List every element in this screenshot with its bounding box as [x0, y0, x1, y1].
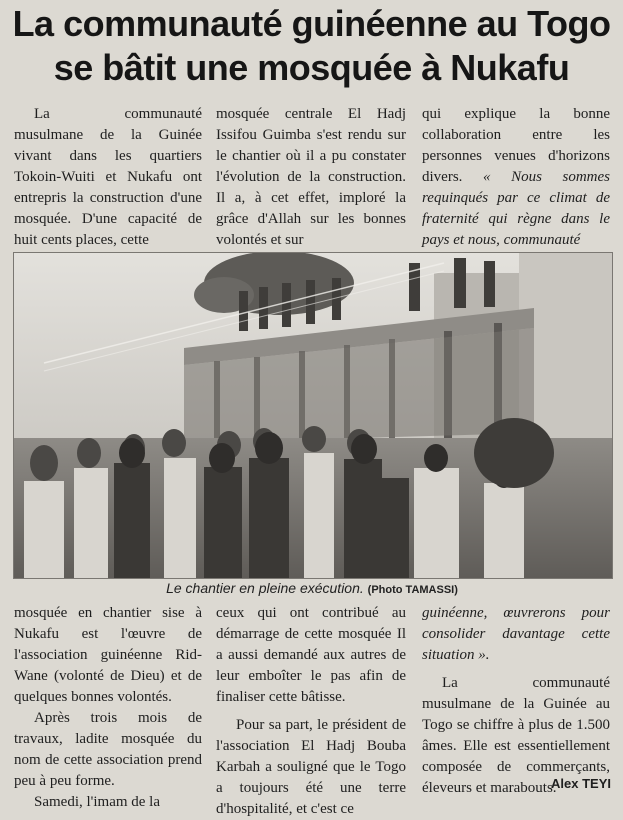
column-1-bottom: [14, 603, 202, 813]
construction-photo: [13, 252, 613, 579]
col3-top-quote: « Nous sommes requinqués par ce climat de fraternité qui règne dans le pays et nous, communauté: [422, 169, 610, 248]
column-2-bottom: [216, 603, 406, 820]
construction-photo-image: [14, 253, 612, 578]
col3-bottom-quote: guinéenne, œuvrerons pour consolider davantage cette situation ».: [422, 605, 610, 663]
photo-credit: (Photo TAMASSI): [367, 584, 458, 596]
column-1-top: [14, 104, 202, 251]
caption-text: Le chantier en pleine exécution.: [166, 580, 364, 596]
col3-top-plain: qui explique la bonne collaboration entre les personnes venues d'horizons divers.: [422, 106, 610, 185]
headline-line-2: se bâtit une mosquée à Nukafu: [53, 47, 570, 88]
col3-bottom-p2: La communauté musulmane de la Guinée au Togo se chiffre à plus de 1.500 âmes. Elle est essentiellement composée de commerçants, éleveurs et marabouts.: [422, 675, 610, 796]
col3-top-text: [422, 104, 610, 251]
author-signature: Alex TEYI: [551, 776, 611, 791]
photo-caption: [13, 580, 611, 596]
column-3-bottom: [422, 603, 610, 799]
col2-bottom-p1: ceux qui ont contribué au démarrage de cette mosquée Il a aussi demandé aux autres de leur emboîter le pas afin de finaliser cette bâtisse.: [216, 605, 406, 705]
col2-top-text: mosquée centrale El Hadj Issifou Guimba s'est rendu sur le chantier où il a pu constater l'évolution de la construction. Il a, à cet effet, imploré la grâce d'Allah sur les bonnes volontés et sur: [216, 106, 406, 248]
column-2-top: [216, 104, 406, 251]
headline-line-1: La communauté guinéenne au Togo: [12, 3, 611, 44]
col1-bottom-p1: mosquée en chantier sise à Nukafu est l'œuvre de l'association guinéenne Rid-Wane (volonté de Dieu) et de quelques bonnes volontés.: [14, 605, 202, 705]
column-3-top: [422, 104, 610, 251]
col1-bottom-p3: Samedi, l'imam de la: [34, 794, 161, 810]
col1-bottom-p2: Après trois mois de travaux, ladite mosquée du nom de cette association prend peu à peu forme.: [14, 710, 202, 789]
article-headline: [6, 2, 617, 90]
col2-bottom-p2: Pour sa part, le président de l'association El Hadj Bouba Karbah a souligné que le Togo a toujours été une terre d'hospitalité, et c'est ce: [216, 717, 406, 817]
col1-top-text: La communauté musulmane de la Guinée vivant dans les quartiers Tokoin-Wuiti et Nukafu ont entrepris la construction d'une mosquée. D'une capacité de huit cents places, cette: [14, 106, 202, 248]
